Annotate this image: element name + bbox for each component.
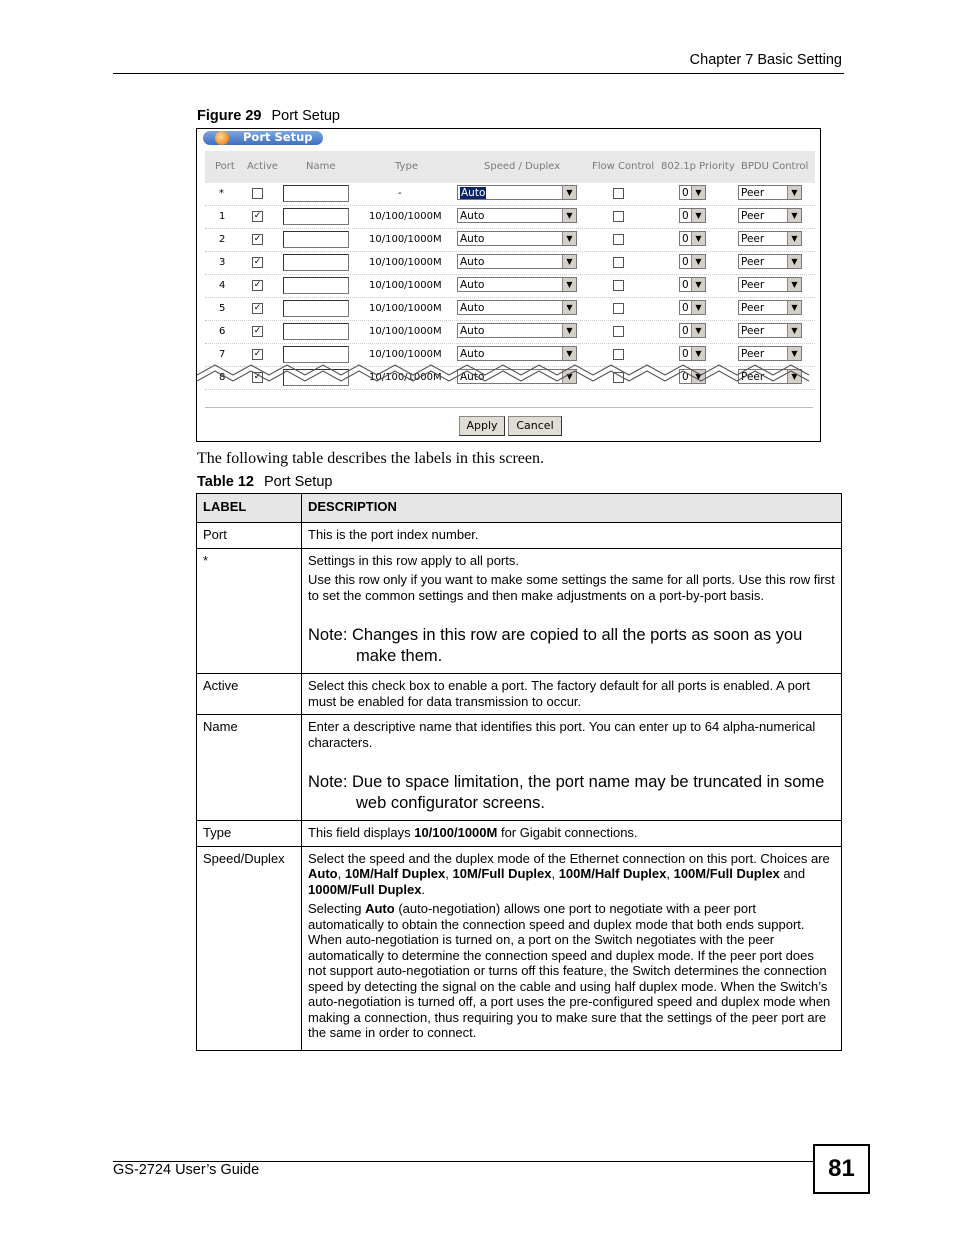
bpdu-select[interactable] (738, 300, 802, 315)
port-type: 10/100/1000M (369, 326, 442, 337)
dropdown-arrow-icon: ▼ (562, 209, 576, 222)
port-type: 10/100/1000M (369, 234, 442, 245)
port-row (205, 206, 815, 229)
speed-duplex-select[interactable] (457, 208, 577, 223)
dropdown-arrow-icon: ▼ (787, 301, 801, 314)
port-name-input[interactable] (283, 300, 349, 317)
text: This field displays (308, 825, 415, 840)
port-type: 10/100/1000M (369, 372, 442, 383)
flow-control-checkbox[interactable] (613, 257, 624, 268)
button-separator (205, 407, 813, 408)
description-table (196, 493, 842, 1051)
bpdu-select[interactable] (738, 277, 802, 292)
active-checkbox[interactable] (252, 188, 263, 199)
speed-value: Auto (460, 233, 485, 245)
port-row (205, 275, 815, 298)
priority-value: 0 (682, 210, 689, 222)
dropdown-arrow-icon: ▼ (562, 324, 576, 337)
dropdown-arrow-icon: ▼ (691, 255, 705, 268)
panel-title-bar (203, 131, 323, 145)
paragraph: Use this row only if you want to make some settings the same for all ports. Use this row first to set the common settings and then make adjustments on a port-by-port basis. (308, 572, 835, 603)
speed-value: Auto (460, 348, 485, 360)
text: Select the speed and the duplex mode of the Ethernet connection on this port. Choices are (308, 850, 830, 866)
port-type: 10/100/1000M (369, 211, 442, 222)
speed-value: Auto (460, 302, 485, 314)
dropdown-arrow-icon: ▼ (562, 255, 576, 268)
port-row (205, 183, 815, 206)
table-title: Port Setup (263, 474, 333, 490)
speed-value: Auto (460, 256, 485, 268)
priority-select[interactable] (679, 300, 706, 315)
flow-control-checkbox[interactable] (613, 303, 624, 314)
port-number: 2 (219, 234, 226, 245)
paragraph: Enter a descriptive name that identifies this port. You can enter up to 64 alpha-numerical characters. (308, 719, 816, 750)
priority-value: 0 (682, 279, 689, 291)
priority-select[interactable] (679, 185, 706, 200)
panel-title: Port Setup (243, 130, 313, 144)
priority-value: 0 (682, 325, 689, 337)
priority-value: 0 (682, 302, 689, 314)
text: for Gigabit connections. (497, 825, 638, 840)
bpdu-value: Peer (741, 233, 765, 245)
speed-duplex-select[interactable] (457, 231, 577, 246)
port-row (205, 252, 815, 275)
table-row (197, 548, 842, 674)
row-description (302, 821, 842, 847)
table-row (197, 715, 842, 821)
dropdown-arrow-icon: ▼ (787, 255, 801, 268)
dropdown-arrow-icon: ▼ (787, 347, 801, 360)
port-name-input[interactable] (283, 277, 349, 294)
bpdu-value: Peer (741, 325, 765, 337)
bold-text: 100M/Half Duplex (558, 866, 667, 881)
table-caption (197, 474, 332, 490)
col-flow-control: Flow Control (592, 161, 655, 172)
priority-select[interactable] (679, 323, 706, 338)
port-settings-table (205, 151, 815, 390)
row-description: Select this check box to enable a port. The factory default for all ports is enabled. A port must be enabled for data transmission to occur. (302, 674, 842, 715)
port-row (205, 321, 815, 344)
table-header-row (197, 494, 842, 523)
dropdown-arrow-icon: ▼ (691, 209, 705, 222)
port-number: 8 (219, 372, 226, 383)
port-type: 10/100/1000M (369, 303, 442, 314)
active-checkbox[interactable]: ✓ (253, 349, 262, 359)
speed-value: Auto (460, 325, 485, 337)
row-label: Port (197, 523, 302, 549)
table-row (197, 674, 842, 715)
figure-caption (197, 108, 340, 124)
col-name: Name (306, 161, 336, 172)
bpdu-select[interactable] (738, 254, 802, 269)
note: Note: Due to space limitation, the port name may be truncated in some web configurator screens. (308, 773, 825, 812)
flow-control-checkbox[interactable] (613, 280, 624, 291)
row-description (302, 715, 842, 821)
col-active: Active (247, 161, 278, 172)
chapter-header: Chapter 7 Basic Setting (689, 52, 842, 68)
bpdu-select[interactable] (738, 185, 802, 200)
priority-select[interactable] (679, 208, 706, 223)
port-number: 7 (219, 349, 226, 360)
header-rule (113, 73, 844, 74)
port-name-input[interactable] (283, 208, 349, 225)
port-name-input[interactable] (283, 323, 349, 340)
priority-value: 0 (682, 371, 689, 383)
dropdown-arrow-icon: ▼ (562, 347, 576, 360)
dropdown-arrow-icon: ▼ (787, 232, 801, 245)
torn-edge (197, 359, 820, 399)
priority-select[interactable] (679, 254, 706, 269)
priority-value: 0 (682, 256, 689, 268)
dropdown-arrow-icon: ▼ (787, 324, 801, 337)
text: Selecting (308, 901, 366, 916)
bpdu-value: Peer (741, 348, 765, 360)
paragraph: Settings in this row apply to all ports. (308, 552, 519, 568)
guide-title: GS-2724 User’s Guide (113, 1162, 260, 1178)
table-row (197, 821, 842, 847)
text: , (445, 866, 453, 881)
dropdown-arrow-icon: ▼ (562, 301, 576, 314)
bpdu-select[interactable] (738, 208, 802, 223)
port-type: - (398, 188, 402, 199)
speed-duplex-select[interactable] (457, 254, 577, 269)
bold-text: Auto (365, 901, 395, 916)
port-table-header (205, 151, 815, 183)
row-label: Active (197, 674, 302, 715)
bpdu-value: Peer (741, 187, 765, 199)
bpdu-value: Peer (741, 256, 765, 268)
bold-text: 10/100/1000M (414, 825, 498, 840)
dropdown-arrow-icon: ▼ (787, 370, 801, 383)
text: , (337, 866, 345, 881)
paragraph (308, 851, 835, 898)
priority-value: 0 (682, 233, 689, 245)
row-label: Type (197, 821, 302, 847)
bold-text: Auto (308, 866, 338, 881)
flow-control-checkbox[interactable] (613, 211, 624, 222)
port-number: 4 (219, 280, 226, 291)
intro-text: The following table describes the labels in this screen. (197, 450, 545, 467)
dropdown-arrow-icon: ▼ (787, 186, 801, 199)
speed-value: Auto (460, 210, 485, 222)
dropdown-arrow-icon: ▼ (691, 347, 705, 360)
apply-button[interactable]: Apply (459, 416, 505, 436)
port-number: * (219, 188, 224, 199)
active-checkbox[interactable]: ✓ (253, 326, 262, 336)
flow-control-checkbox[interactable] (613, 188, 624, 199)
figure-label: Figure 29 (197, 108, 262, 124)
port-name-input[interactable] (283, 185, 349, 202)
dropdown-arrow-icon: ▼ (562, 278, 576, 291)
col-priority: 802.1p Priority (661, 161, 735, 172)
priority-value: 0 (682, 187, 689, 199)
dropdown-arrow-icon: ▼ (691, 324, 705, 337)
speed-duplex-select[interactable] (457, 277, 577, 292)
speed-duplex-select[interactable] (457, 323, 577, 338)
bpdu-value: Peer (741, 371, 765, 383)
port-row (205, 229, 815, 252)
col-speed-duplex: Speed / Duplex (484, 161, 561, 172)
port-name-input[interactable] (283, 254, 349, 271)
bpdu-select[interactable] (738, 231, 802, 246)
speed-value: Auto (461, 187, 486, 199)
speed-value: Auto (460, 279, 485, 291)
table-row (197, 846, 842, 1050)
row-label: * (197, 548, 302, 674)
active-checkbox[interactable]: ✓ (253, 257, 262, 267)
port-name-input[interactable] (283, 231, 349, 248)
priority-value: 0 (682, 348, 689, 360)
text: , (551, 866, 559, 881)
port-number: 3 (219, 257, 226, 268)
paragraph (308, 901, 835, 1041)
bold-text: 1000M/Full Duplex (308, 881, 422, 897)
table-label: Table 12 (197, 474, 254, 490)
active-checkbox[interactable]: ✓ (253, 211, 262, 221)
dropdown-arrow-icon: ▼ (562, 232, 576, 245)
row-label: Name (197, 715, 302, 821)
bpdu-value: Peer (741, 210, 765, 222)
port-type: 10/100/1000M (369, 349, 442, 360)
bpdu-select[interactable] (738, 323, 802, 338)
dropdown-arrow-icon: ▼ (787, 209, 801, 222)
dropdown-arrow-icon: ▼ (562, 186, 576, 199)
dropdown-arrow-icon: ▼ (691, 186, 705, 199)
note: Note: Changes in this row are copied to all the ports as soon as you make them. (308, 626, 803, 665)
dropdown-arrow-icon: ▼ (787, 278, 801, 291)
port-number: 1 (219, 211, 226, 222)
port-number: 6 (219, 326, 226, 337)
row-description (302, 846, 842, 1050)
port-setup-screenshot (196, 128, 821, 442)
page-number: 81 (813, 1144, 870, 1194)
dropdown-arrow-icon: ▼ (691, 301, 705, 314)
active-checkbox[interactable]: ✓ (253, 372, 262, 382)
port-number: 5 (219, 303, 226, 314)
text: and (779, 866, 806, 881)
port-row (205, 298, 815, 321)
col-bpdu-control: BPDU Control (741, 161, 809, 172)
port-type: 10/100/1000M (369, 257, 442, 268)
row-label: Speed/Duplex (197, 846, 302, 1050)
row-description (302, 548, 842, 674)
orb-icon (215, 131, 229, 145)
speed-duplex-select[interactable] (457, 185, 577, 200)
port-type: 10/100/1000M (369, 280, 442, 291)
col-port: Port (215, 161, 235, 172)
dropdown-arrow-icon: ▼ (691, 232, 705, 245)
active-checkbox[interactable]: ✓ (253, 303, 262, 313)
bpdu-value: Peer (741, 279, 765, 291)
text: . (421, 881, 426, 897)
priority-select[interactable] (679, 277, 706, 292)
label-header: LABEL (197, 494, 302, 523)
bold-text: 10M/Half Duplex (344, 866, 446, 881)
active-checkbox[interactable]: ✓ (253, 234, 262, 244)
text: (auto-negotiation) allows one port to negotiate with a peer port automatically to obtain the connection speed and duplex mode that both ends support. When auto-negotiation is turned on, a port on the Switch negotiates with the peer automatically to determine the connection speed and duplex mode. If the peer port does not support auto-negotiation or turns off this feature, the Switch determines the connection speed by detecting the signal on the cable and using half duplex mode. When the Switch’s auto-negotiation is turned off, a port uses the pre-configured speed and duplex mode when making a connection, thus requiring you to make sure that the settings of the peer port are the same in order to connect. (308, 901, 831, 1040)
text: , (666, 866, 674, 881)
dropdown-arrow-icon: ▼ (691, 370, 705, 383)
flow-control-checkbox[interactable] (613, 326, 624, 337)
active-checkbox[interactable]: ✓ (253, 280, 262, 290)
table-row (197, 523, 842, 549)
speed-value: Auto (460, 371, 485, 383)
bold-text: 100M/Full Duplex (673, 866, 780, 881)
description-header: DESCRIPTION (302, 494, 842, 523)
cancel-button[interactable]: Cancel (508, 416, 562, 436)
col-type: Type (395, 161, 418, 172)
speed-duplex-select[interactable] (457, 300, 577, 315)
row-description: This is the port index number. (302, 523, 842, 549)
bold-text: 10M/Full Duplex (452, 866, 552, 881)
dropdown-arrow-icon: ▼ (691, 278, 705, 291)
priority-select[interactable] (679, 231, 706, 246)
bpdu-value: Peer (741, 302, 765, 314)
figure-title: Port Setup (271, 108, 340, 124)
dropdown-arrow-icon: ▼ (562, 370, 576, 383)
flow-control-checkbox[interactable] (613, 234, 624, 245)
